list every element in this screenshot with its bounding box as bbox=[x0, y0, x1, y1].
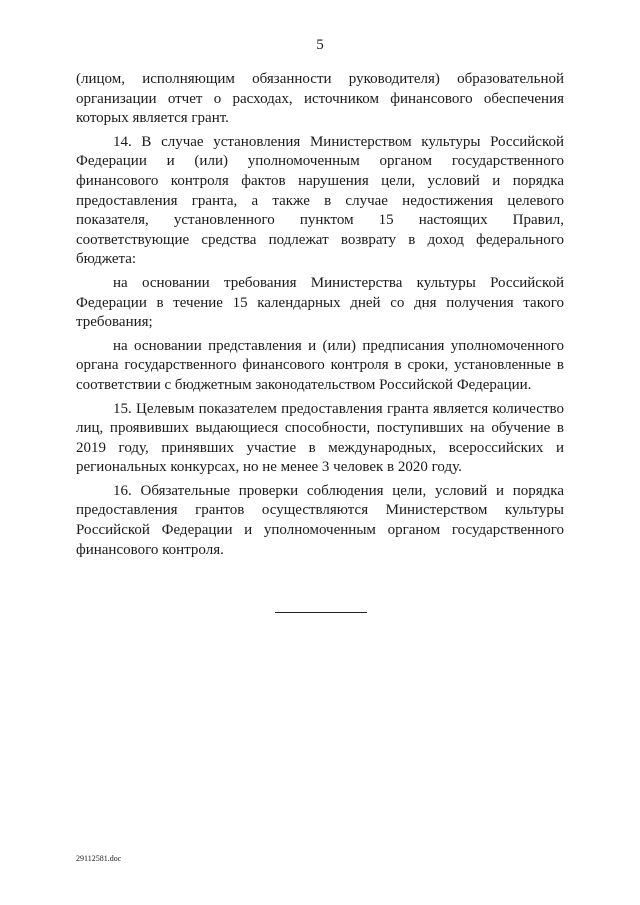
paragraph-control-authority: на основании представления и (или) предписания уполномоченного органа государственного финансового контроля в сроки, установленные в соответствии с бюджетным законодательством Российской Федерации. bbox=[76, 337, 564, 393]
file-name-footer: 29112581.doc bbox=[76, 854, 122, 863]
document-body bbox=[76, 70, 564, 560]
paragraph-continuation: (лицом, исполняющим обязанности руководителя) образовательной организации отчет о расходах, источником финансового обеспечения которых является грант. bbox=[76, 71, 564, 127]
page-number: 5 bbox=[316, 37, 324, 53]
paragraph-ministry-demand: на основании требования Министерства культуры Российской Федерации в течение 15 календарных дней со дня получения такого требования; bbox=[76, 274, 564, 331]
paragraph-clause-14: 14. В случае установления Министерством культуры Российской Федерации и (или) уполномоченным органом государственного финансового контроля фактов нарушения цели, условий и порядка предоставления гранта, а также в случае недостижения целевого показателя, установленного пунктом 15 настоящих Правил, соответствующие средства подлежат возврату в доход федерального бюджета: bbox=[76, 133, 564, 268]
paragraph-clause-16: 16. Обязательные проверки соблюдения цели, условий и порядка предоставления грантов осуществляются Министерством культуры Российской Федерации и уполномоченным органом государственного финансового контроля. bbox=[76, 482, 564, 558]
paragraph-clause-15: 15. Целевым показателем предоставления гранта является количество лиц, проявивших выдающиеся способности, поступивших на обучение в 2019 году, принявших участие в международных, всероссийских и региональных конкурсах, но не менее 3 человек в 2020 году. bbox=[76, 400, 564, 476]
end-separator-line bbox=[275, 612, 367, 613]
